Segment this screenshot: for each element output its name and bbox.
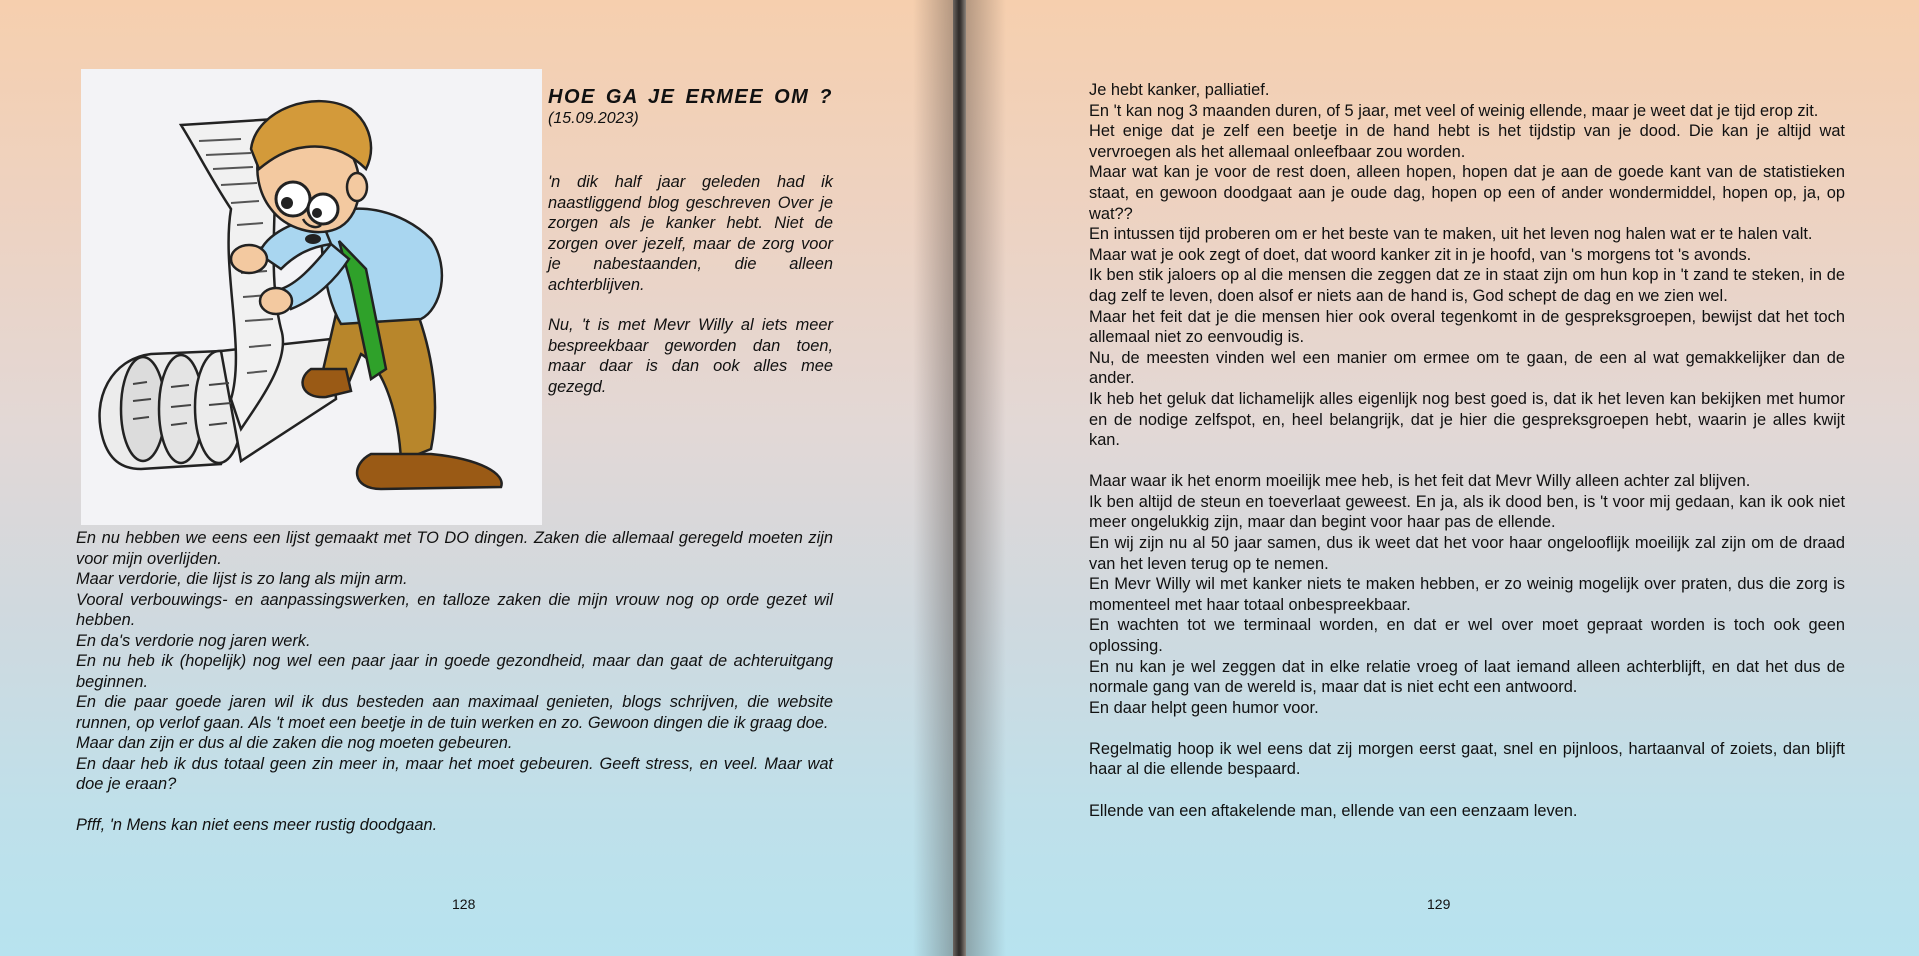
- body-line: En Mevr Willy wil met kanker niets te maken hebben, er zo weinig mogelijk over praten, dus die zorg is momenteel met haar totaal onbespreekbaar.: [1089, 575, 1845, 614]
- paragraph-gap: [76, 795, 833, 816]
- right-body-text: [1089, 80, 1845, 821]
- body-line: Ik ben altijd de steun en toeverlaat geweest. En ja, als ik dood ben, is 't voor mij gedaan, kan ik ook niet meer ongelukkig zijn, maar dan begint voor haar pas de ellende.: [1089, 492, 1845, 532]
- cartoon-illustration-svg: [81, 69, 542, 525]
- body-line: Ik ben stik jaloers op al die mensen die zeggen dat ze in staat zijn om hun kop in 't zand te steken, in de dag zelf te leven, doen alsof er niets aan de hand is, God schept de dag en we zien wel.: [1089, 266, 1845, 305]
- page-number-right: 129: [1427, 896, 1451, 912]
- body-line: En da's verdorie nog jaren werk.: [76, 631, 311, 650]
- body-line: Regelmatig hoop ik wel eens dat zij morgen eerst gaat, snel en pijnloos, hartaanval of zoiets, dan blijft haar al die ellende bespaard.: [1089, 739, 1845, 779]
- body-line: Maar wat je ook zegt of doet, dat woord kanker zit in je hoofd, van 's morgens tot 's avonds.: [1089, 245, 1752, 264]
- intro-paragraph: 'n dik half jaar geleden had ik naastliggend blog geschreven Over je zorgen als je kanker hebt. Niet de zorgen over jezelf, maar de zorg voor je nabestaanden, die alleen achterblijven.: [548, 173, 833, 294]
- body-line: En die paar goede jaren wil ik dus besteden aan maximaal genieten, blogs schrijven, die website runnen, op verlof gaan. Als 't moet een beetje in de tuin werken en zo. Gewoon dingen die ik graag doe.: [76, 693, 833, 732]
- paragraph-gap: [1089, 451, 1845, 472]
- body-line: En wachten tot we terminaal worden, en dat er wel over moet gepraat worden is toch ook geen oplossing.: [1089, 616, 1845, 655]
- body-line: En daar helpt geen humor voor.: [1089, 698, 1319, 717]
- body-line: Maar het feit dat je die mensen hier ook overal tegenkomt in de gespreksgroepen, bewijst dat het toch allemaal niet zo eenvoudig is.: [1089, 307, 1845, 347]
- body-line: Maar verdorie, die lijst is zo lang als mijn arm.: [76, 570, 408, 588]
- body-line: Maar wat kan je voor de rest doen, alleen hopen, hopen dat je aan de goede kant van de statistieken staat, en gewoon doodgaat aan je oude dag, hopen op een of ander wondermiddel, hopen op, ja, op wat??: [1089, 163, 1845, 223]
- body-line: En daar heb ik dus totaal geen zin meer in, maar het moet gebeuren. Geeft stress, en veel. Maar wat doe je eraan?: [76, 754, 833, 793]
- paragraph-gap: [1089, 780, 1845, 801]
- intro-text: [548, 172, 833, 417]
- body-line: En intussen tijd proberen om er het beste van te maken, uit het leven nog halen wat er te halen valt.: [1089, 225, 1813, 244]
- book-spine: [953, 0, 966, 956]
- body-line: Maar dan zijn er dus al die zaken die nog moeten gebeuren.: [76, 734, 513, 752]
- body-line: Ik heb het geluk dat lichamelijk alles eigenlijk nog best goed is, dat ik het leven kan bekijken met humor en de nodige zelfspot, en, heel belangrijk, dat je hier die gespreksgroepen hebt, waarin je alles kwijt kan.: [1089, 389, 1845, 450]
- body-line: Maar waar ik het enorm moeilijk mee heb, is het feit dat Mevr Willy alleen achter zal blijven.: [1089, 472, 1751, 491]
- body-line: Nu, de meesten vinden wel een manier om ermee om te gaan, de een al wat gemakkelijker dan de ander.: [1089, 348, 1845, 388]
- cartoon-man-reading-long-list-illustration: [81, 69, 542, 525]
- page-number-left: 128: [452, 896, 476, 912]
- body-line: En wij zijn nu al 50 jaar samen, dus ik weet dat het voor haar ongelooflijk moeilijk zal zijn om de draad van het leven terug op te nemen.: [1089, 533, 1845, 573]
- body-line: Vooral verbouwings- en aanpassingswerken, en talloze zaken die mijn vrouw nog op orde gezet wil hebben.: [76, 590, 833, 629]
- body-line: Het enige dat je zelf een beetje in de hand hebt is het tijdstip van je dood. Die kan je altijd wat vervroegen als het allemaal onleefbaar zou worden.: [1089, 122, 1845, 161]
- article-title: HOE GA JE ERMEE OM ?: [548, 86, 833, 108]
- body-line: Je hebt kanker, palliatief.: [1089, 81, 1270, 99]
- body-line: En 't kan nog 3 maanden duren, of 5 jaar, met veel of weinig ellende, maar je weet dat je tijd erop zit.: [1089, 101, 1819, 120]
- article-date: (15.09.2023): [548, 110, 639, 127]
- article-header: [548, 86, 833, 128]
- body-line: En nu kan je wel zeggen dat in elke relatie vroeg of laat iemand alleen achterblijft, en dat het dus de normale gang van de wereld is, maar dat is niet echt een antwoord.: [1089, 657, 1845, 697]
- left-body-text: [76, 528, 833, 836]
- body-line: Pfff, 'n Mens kan niet eens meer rustig doodgaan.: [76, 816, 438, 834]
- left-page: [0, 0, 953, 956]
- paragraph-gap: [1089, 718, 1845, 739]
- intro-paragraph: Nu, 't is met Mevr Willy al iets meer bespreekbaar geworden dan toen, maar daar is dan ook alles mee gezegd.: [548, 316, 833, 396]
- body-line: En nu hebben we eens een lijst gemaakt met TO DO dingen. Zaken die allemaal geregeld moeten zijn voor mijn overlijden.: [76, 529, 833, 568]
- body-line: En nu heb ik (hopelijk) nog wel een paar jaar in goede gezondheid, maar dan gaat de achteruitgang beginnen.: [76, 652, 833, 691]
- body-line: Ellende van een aftakelende man, ellende van een eenzaam leven.: [1089, 801, 1578, 820]
